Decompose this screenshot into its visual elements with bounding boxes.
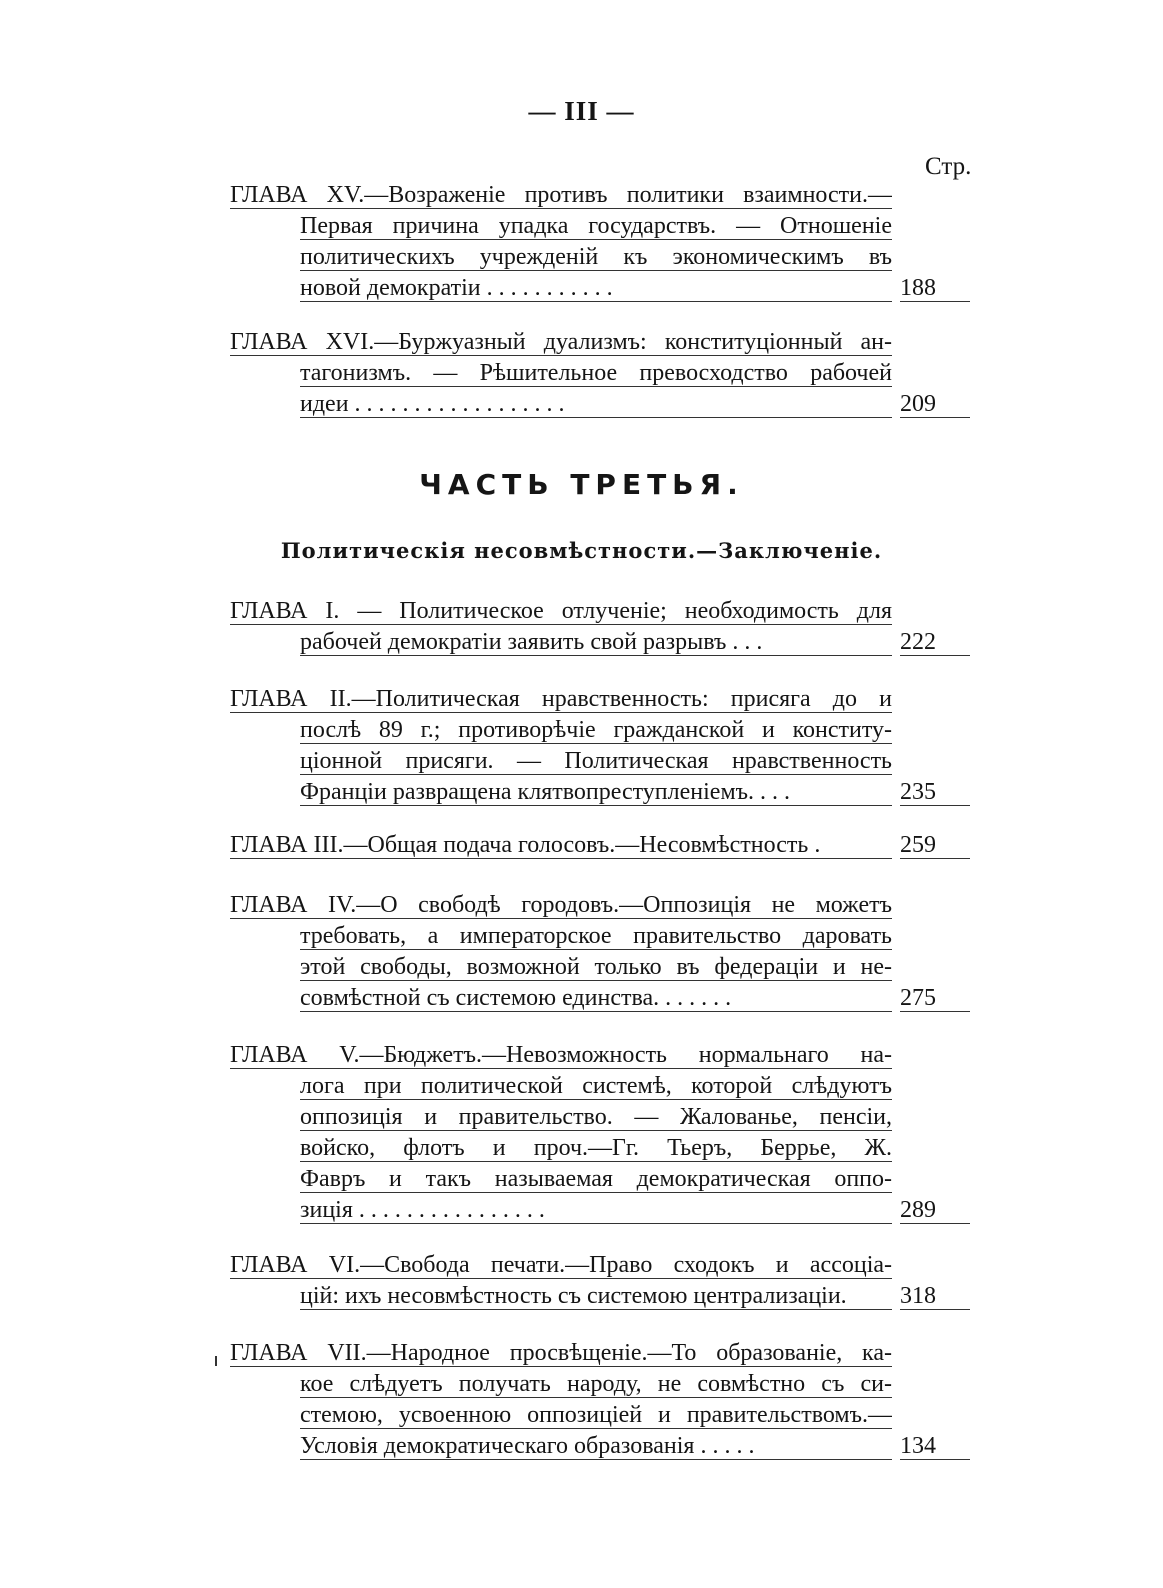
toc-line-text: ГЛАВА II.—Политическая нравственность: присяга до и xyxy=(230,686,892,712)
part-subtitle: Политическія несовмѣстности.—Заключеніе. xyxy=(280,538,883,563)
toc-line-text: Первая причина упадка государствъ. — Отношеніе xyxy=(300,213,892,239)
toc-line-text: идеи . . . . . . . . . . . . . . . . . . xyxy=(300,389,892,418)
toc-line-text: ГЛАВА XVI.—Буржуазный дуализмъ: конституціонный ан- xyxy=(230,329,892,355)
toc-entry[interactable] xyxy=(230,180,970,304)
toc-line-text: ГЛАВА VII.—Народное просвѣщеніе.—То образованіе, ка- xyxy=(230,1340,892,1366)
toc-line-text: кое слѣдуетъ получать народу, не совмѣстно съ си- xyxy=(300,1371,892,1397)
toc-entry-heading-line xyxy=(230,596,970,627)
toc-entry-line xyxy=(230,1400,970,1431)
toc-entry-heading-line xyxy=(230,180,970,211)
toc-line-text: ГЛАВА I. — Политическое отлученіе; необходимость для xyxy=(230,598,892,624)
toc-entry-line xyxy=(230,1431,970,1462)
toc-entry-line xyxy=(230,1281,970,1312)
toc-entry-line xyxy=(230,1164,970,1195)
toc-entry[interactable] xyxy=(230,830,970,861)
toc-line-text: рабочей демократіи заявить свой разрывъ . . . xyxy=(300,627,892,656)
toc-page-number: 209 xyxy=(900,389,970,418)
toc-line-text: Фавръ и такъ называемая демократическая оппо- xyxy=(300,1166,892,1192)
toc-entry-line xyxy=(230,1102,970,1133)
toc-entry[interactable] xyxy=(230,890,970,1014)
toc-page-number: 235 xyxy=(900,777,970,806)
toc-entry-line xyxy=(230,358,970,389)
toc-line-text: зиція . . . . . . . . . . . . . . . . xyxy=(300,1195,892,1224)
toc-page-number: 134 xyxy=(900,1431,970,1460)
toc-line-text: политическихъ учрежденій къ экономическимъ въ xyxy=(300,244,892,270)
toc-entry-line xyxy=(230,389,970,420)
toc-entry-heading-line xyxy=(230,1338,970,1369)
toc-entry[interactable] xyxy=(230,327,970,420)
toc-page-number: 259 xyxy=(900,830,970,859)
toc-entry-line xyxy=(230,1071,970,1102)
toc-entry-heading-line xyxy=(230,1250,970,1281)
toc-line-text: послѣ 89 г.; противорѣчіе гражданской и конститу- xyxy=(300,717,892,743)
toc-entry-line xyxy=(230,273,970,304)
toc-line-text: Условія демократическаго образованія . . . . . xyxy=(300,1431,892,1460)
toc-entry-heading-line xyxy=(230,890,970,921)
toc-entry[interactable] xyxy=(230,1040,970,1226)
toc-entry[interactable] xyxy=(230,1338,970,1462)
toc-entry[interactable] xyxy=(230,596,970,658)
toc-line-text: требовать, а императорское правительство даровать xyxy=(300,923,892,949)
toc-entry-heading-line xyxy=(230,1040,970,1071)
toc-line-text: ГЛАВА VI.—Свобода печати.—Право сходокъ и ассоціа- xyxy=(230,1252,892,1278)
toc-line-text: ГЛАВА III.—Общая подача голосовъ.—Несовмѣстность . xyxy=(230,830,892,859)
toc-entry-line xyxy=(230,715,970,746)
toc-entry-line xyxy=(230,1195,970,1226)
margin-mark xyxy=(215,1356,217,1366)
toc-line-text: ціонной присяги. — Политическая нравственность xyxy=(300,748,892,774)
toc-entry-line xyxy=(230,746,970,777)
toc-entry-line xyxy=(230,983,970,1014)
toc-page-number: 318 xyxy=(900,1281,970,1310)
toc-line-text: ГЛАВА IV.—О свободѣ городовъ.—Оппозиція не можетъ xyxy=(230,892,892,918)
toc-line-text: Франціи развращена клятвопреступленіемъ. . . . xyxy=(300,777,892,806)
toc-line-text: лога при политической системѣ, которой слѣдуютъ xyxy=(300,1073,892,1099)
toc-entry-heading-line xyxy=(230,327,970,358)
toc-entry-line xyxy=(230,952,970,983)
part-title: ЧАСТЬ ТРЕТЬЯ. xyxy=(419,468,744,501)
page-number: — III — xyxy=(528,96,635,126)
toc-line-text: цій: ихъ несовмѣстность съ системою централизаціи. xyxy=(300,1281,892,1310)
toc-page-number: 289 xyxy=(900,1195,970,1224)
toc-entry-heading-line xyxy=(230,684,970,715)
toc-entry-line xyxy=(230,1133,970,1164)
toc-entry-line xyxy=(230,777,970,808)
toc-line-text: войско, флотъ и проч.—Гг. Тьеръ, Беррье, Ж. xyxy=(300,1135,892,1161)
toc-line-text: тагонизмъ. — Рѣшительное превосходство рабочей xyxy=(300,360,892,386)
toc-line-text: стемою, усвоенною оппозиціей и правительствомъ.— xyxy=(300,1402,892,1428)
toc-entry[interactable] xyxy=(230,1250,970,1312)
toc-line-text: ГЛАВА V.—Бюджетъ.—Невозможность нормальнаго на- xyxy=(230,1042,892,1068)
toc-entry-heading-line xyxy=(230,830,970,861)
toc-entry-line xyxy=(230,211,970,242)
toc-page-number: 188 xyxy=(900,273,970,302)
toc-entry[interactable] xyxy=(230,684,970,808)
toc-entry-line xyxy=(230,242,970,273)
toc-entry-line xyxy=(230,627,970,658)
toc-line-text: оппозиція и правительство. — Жалованье, пенсіи, xyxy=(300,1104,892,1130)
toc-line-text: этой свободы, возможной только въ федераціи и не- xyxy=(300,954,892,980)
toc-line-text: новой демократіи . . . . . . . . . . . xyxy=(300,273,892,302)
toc-line-text: совмѣстной съ системою единства. . . . . . . xyxy=(300,983,892,1012)
toc-page-number: 222 xyxy=(900,627,970,656)
page-column-label: Стр. xyxy=(925,153,972,180)
toc-page-number: 275 xyxy=(900,983,970,1012)
toc-entry-line xyxy=(230,1369,970,1400)
toc-entry-line xyxy=(230,921,970,952)
toc-line-text: ГЛАВА XV.—Возраженіе противъ политики взаимности.— xyxy=(230,182,892,208)
